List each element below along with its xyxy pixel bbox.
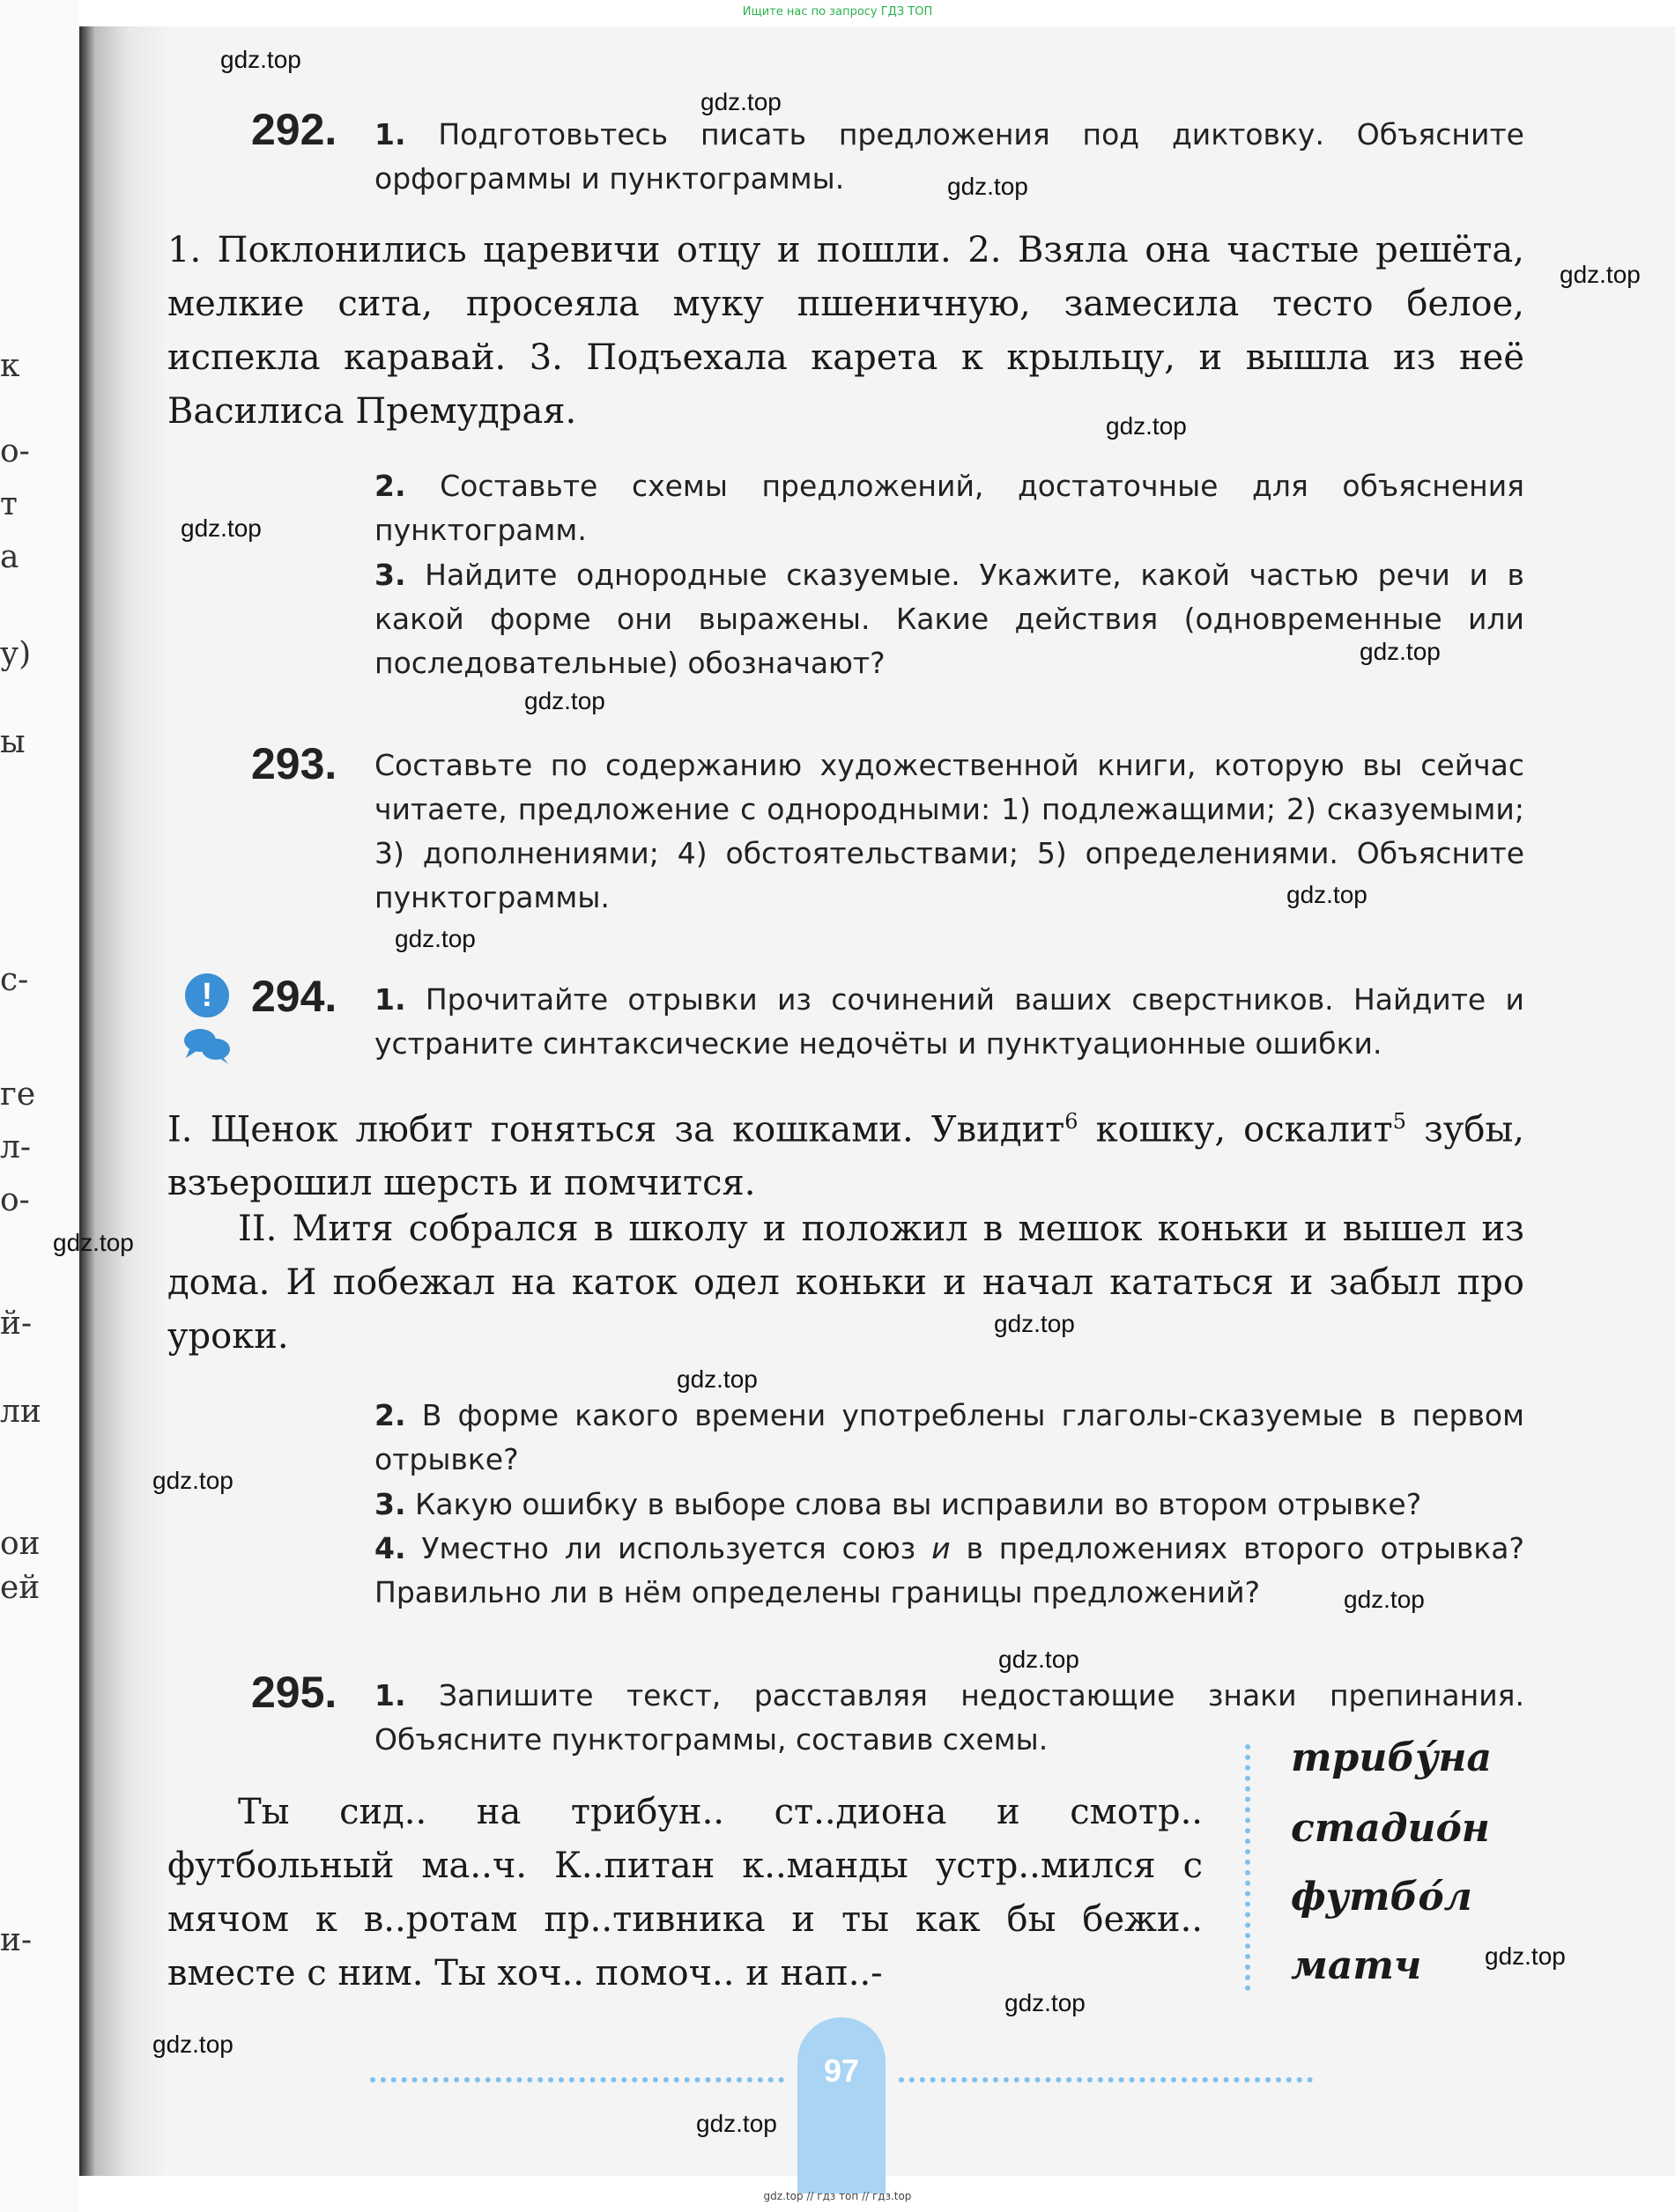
watermark: gdz.top bbox=[152, 2031, 233, 2058]
watermark: gdz.top bbox=[1004, 1989, 1086, 2016]
exclamation-icon: ! bbox=[185, 973, 229, 1017]
text-part: I. Щенок любит гоняться за кошками. Увидит bbox=[167, 1109, 1065, 1150]
watermark: gdz.top bbox=[998, 1646, 1079, 1673]
vocabulary-word: футбо́л bbox=[1291, 1875, 1472, 1920]
exercise-295-number: 295. bbox=[251, 1668, 337, 1717]
watermark: gdz.top bbox=[696, 2110, 777, 2137]
vocabulary-word: стадио́н bbox=[1291, 1806, 1490, 1851]
superscript: 6 bbox=[1064, 1109, 1078, 1134]
page-number-badge bbox=[797, 2017, 886, 2194]
exercise-294-text-1 bbox=[167, 1095, 1524, 1210]
task-number: 4. bbox=[374, 1531, 406, 1565]
left-fragment: ои bbox=[0, 1526, 41, 1562]
left-fragment: с- bbox=[0, 962, 29, 998]
left-fragment: л- bbox=[0, 1129, 32, 1165]
task-number: 3. bbox=[374, 1487, 406, 1521]
left-fragment: ы bbox=[0, 724, 26, 760]
watermark: gdz.top bbox=[220, 46, 301, 73]
text-part: кошку, оскалит bbox=[1078, 1109, 1393, 1150]
exercise-294-task-1 bbox=[374, 978, 1524, 1066]
exercise-295-text: Ты сид.. на трибун.. ст..диона и смотр.. футбольный ма..ч. К..питан к..манды устр..мился с мячом к в..ротам пр..тивника и ты как бы бежи.. вместе с ним. Ты хоч.. помоч.. и нап..- bbox=[167, 1792, 1203, 1994]
task-text: Прочитайте отрывки из сочинений ваших сверстников. Найдите и устраните синтаксические недочёты и пунктуационные ошибки. bbox=[374, 982, 1524, 1061]
left-fragment: ей bbox=[0, 1570, 41, 1606]
watermark: gdz.top bbox=[1485, 1942, 1566, 1970]
page-number: 97 bbox=[823, 2053, 860, 2089]
italic-conjunction: и bbox=[931, 1531, 951, 1565]
task-text: Запишите текст, расставляя недостающие знаки препинания. Объясните пунктограммы, составив схемы. bbox=[374, 1678, 1524, 1757]
speech-bubbles-icon bbox=[181, 1026, 233, 1066]
task-number: 3. bbox=[374, 558, 406, 592]
exercise-294-task-2 bbox=[374, 1394, 1524, 1482]
left-fragment: ге bbox=[0, 1076, 36, 1113]
left-fragment: о- bbox=[0, 433, 30, 470]
exercise-294-task-3 bbox=[374, 1483, 1524, 1527]
left-fragment: о- bbox=[0, 1182, 30, 1218]
left-fragment: а bbox=[0, 539, 19, 575]
task-number: 1. bbox=[374, 1678, 406, 1713]
left-fragment: и- bbox=[0, 1922, 33, 1958]
task-text: в предложениях второго отрывка? Правильно ли в нём определены границы предложений? bbox=[374, 1531, 1525, 1609]
task-text: Уместно ли используется союз bbox=[421, 1531, 932, 1565]
text-part: зубы, взъерошил шерсть и помчится. bbox=[167, 1109, 1525, 1204]
task-text: В форме какого времени употреблены глаголы-сказуемые в первом отрывке? bbox=[374, 1398, 1524, 1476]
task-number: 1. bbox=[374, 982, 406, 1017]
task-text: Составьте схемы предложений, достаточные для объяснения пунктограмм. bbox=[374, 469, 1524, 547]
task-text: Какую ошибку в выборе слова вы исправили во втором отрывке? bbox=[415, 1487, 1422, 1521]
watermark: gdz.top bbox=[677, 1365, 758, 1393]
vocabulary-divider bbox=[1245, 1744, 1250, 1991]
watermark: gdz.top bbox=[1344, 1586, 1425, 1613]
left-fragment: й- bbox=[0, 1306, 33, 1342]
exercise-292-number: 292. bbox=[251, 105, 337, 154]
task-number: 2. bbox=[374, 1398, 406, 1432]
watermark: gdz.top bbox=[1360, 638, 1441, 665]
watermark: gdz.top bbox=[1560, 261, 1641, 288]
exercise-294-text-2: II. Митя собрался в школу и положил в мешок коньки и вышел из дома. И побежал на каток одел коньки и начал кататься и забыл про уроки. bbox=[167, 1209, 1524, 1357]
exercise-293-task: Составьте по содержанию художественной книги, которую вы сейчас читаете, предложение с однородными: 1) подлежащими; 2) сказуемыми; 3) дополнениями; 4) обстоятельствами; 5) определениями. Объясните пунктограммы. bbox=[374, 748, 1524, 914]
left-fragment: к bbox=[0, 348, 20, 384]
watermark: gdz.top bbox=[181, 514, 262, 542]
watermark: gdz.top bbox=[152, 1467, 233, 1494]
footer-dots-left bbox=[370, 2077, 784, 2083]
watermark: gdz.top bbox=[524, 687, 605, 714]
left-fragment: т bbox=[0, 486, 18, 522]
book-spine-shadow bbox=[79, 26, 167, 2176]
footer-dots-right bbox=[899, 2077, 1313, 2083]
task-text: Подготовьтесь писать предложения под диктовку. Объясните орфограммы и пунктограммы. bbox=[374, 117, 1524, 196]
watermark: gdz.top bbox=[994, 1310, 1075, 1337]
left-page-edge bbox=[0, 0, 79, 2212]
bottom-note: gdz.top // гдз топ // гдз.top bbox=[763, 2190, 912, 2202]
watermark: gdz.top bbox=[1106, 412, 1187, 440]
watermark: gdz.top bbox=[53, 1229, 134, 1256]
exercise-293-number: 293. bbox=[251, 739, 337, 788]
exercise-294-number: 294. bbox=[251, 972, 337, 1021]
superscript: 5 bbox=[1392, 1109, 1406, 1134]
exercise-292-text: 1. Поклонились царевичи отцу и пошли. 2. Взяла она частые решёта, мелкие сита, просеяла муку пшеничную, замесила тесто белое, испекла каравай. 3. Подъехала карета к крыльцу, и вышла из неё Василиса Премудрая. bbox=[167, 230, 1524, 432]
left-fragment: ли bbox=[0, 1394, 41, 1430]
task-text: Найдите однородные сказуемые. Укажите, какой частью речи и в какой форме они выражены. Какие действия (одновременные или последовательные) обозначают? bbox=[374, 558, 1524, 680]
task-number: 1. bbox=[374, 117, 406, 152]
watermark: gdz.top bbox=[1286, 881, 1367, 908]
watermark: gdz.top bbox=[395, 925, 476, 952]
vocabulary-word: трибу́на bbox=[1291, 1735, 1492, 1780]
left-fragment: у) bbox=[0, 636, 32, 672]
exercise-292-task-3 bbox=[374, 553, 1524, 685]
vocabulary-word: матч bbox=[1291, 1943, 1422, 1988]
watermark: gdz.top bbox=[947, 173, 1028, 200]
watermark: gdz.top bbox=[700, 88, 782, 115]
exercise-292-task-2 bbox=[374, 464, 1524, 552]
top-note: Ищите нас по запросу ГДЗ ТОП bbox=[742, 5, 933, 18]
task-number: 2. bbox=[374, 469, 406, 503]
